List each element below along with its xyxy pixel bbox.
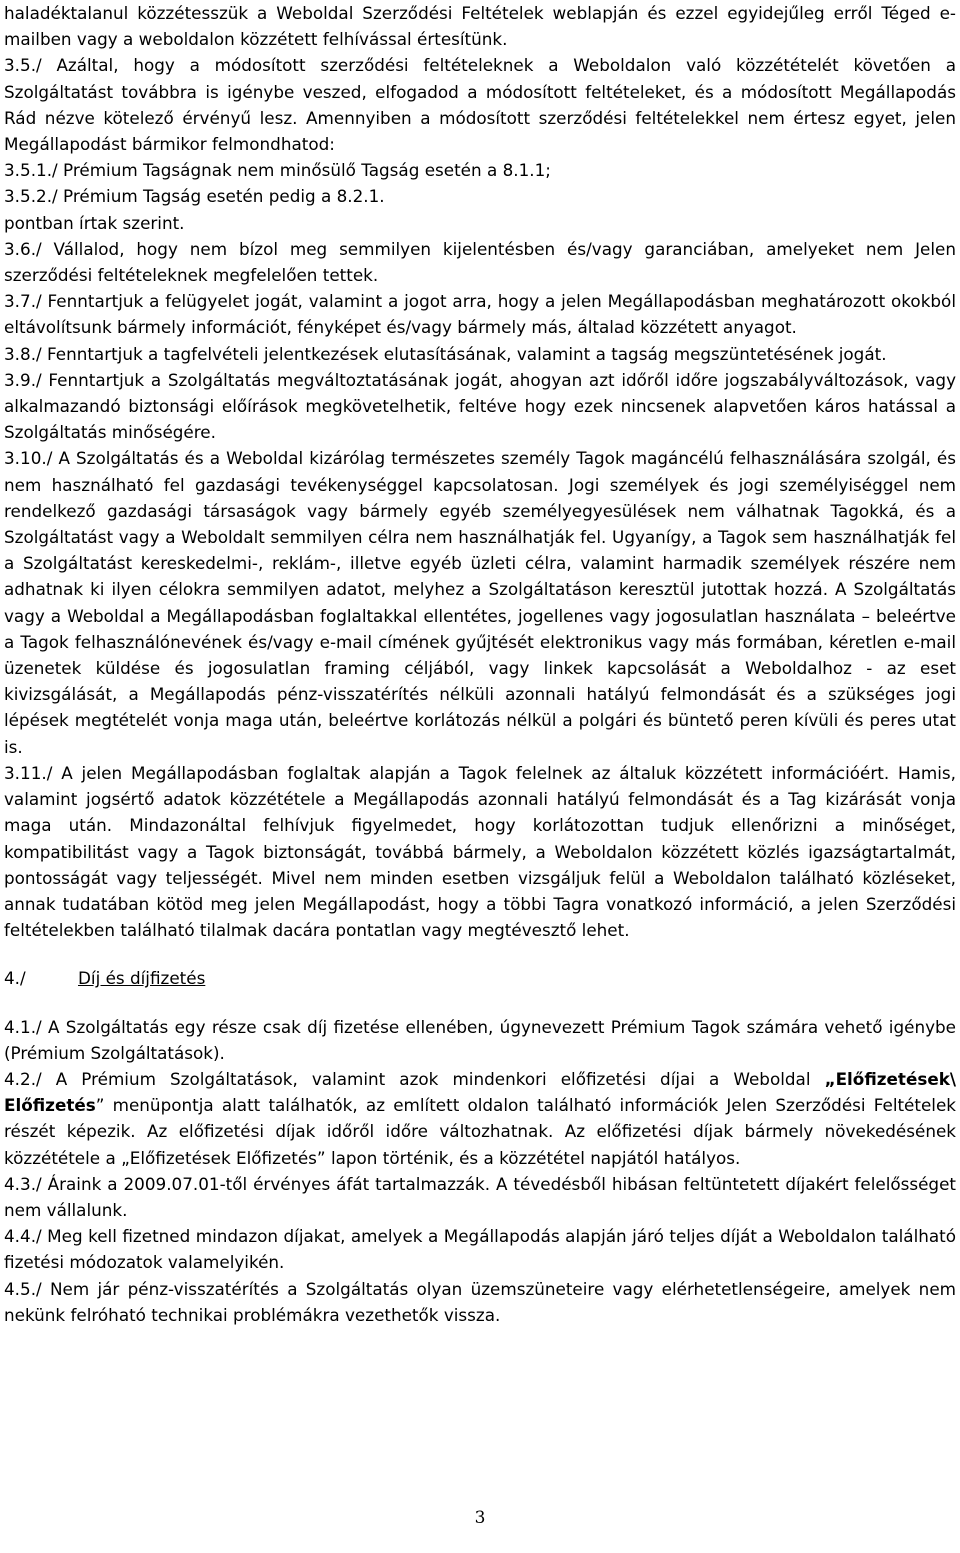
paragraph-3-4-continuation: haladéktalanul közzétesszük a Weboldal Szerződési Feltételek weblapján és ezzel egyidejűleg erről Téged e-mailben vagy a weboldalon közzétett felhívással értesítünk. — [4, 3, 956, 50]
paragraph-4-1: 4.1./ A Szolgáltatás egy része csak díj fizetése ellenében, úgynevezett Prémium Tagok számára vehető igénybe (Prémium Szolgáltatások). — [4, 1016, 956, 1063]
paragraph-3-9: 3.9./ Fenntartjuk a Szolgáltatás megváltoztatásának jogát, ahogyan azt időről időre jogszabályváltozások, vagy alkalmazandó biztonsági előírások megkövetelhetik, feltéve hogy ezek nincsenek alapvetően káros hatással a Szolgáltatás minőségére. — [4, 369, 956, 443]
paragraph-3-7: 3.7./ Fenntartjuk a felügyelet jogát, valamint a jogot arra, hogy a jelen Megállapodásban meghatározott okokból eltávolítsunk bármely információt, fényképet és/vagy bármely más, általad közzétett anyagot. — [4, 291, 956, 338]
section-4-heading — [4, 965, 956, 991]
paragraph-3-10: 3.10./ A Szolgáltatás és a Weboldal kizárólag természetes személy Tagok magáncélú felhasználására szolgál, és nem használható fel gazdasági tevékenységgel kapcsolatosan. Jogi személyek és jogi személyiséggel nem rendelkező gazdasági társaságok vagy bármely egyéb személyegyesülések nem válhatnak Tagokká, és a Szolgáltatást vagy a Weboldalt semmilyen célra nem használhatják fel. Ugyanígy, a Tagok sem használhatják fel a Szolgáltatást kereskedelmi-, reklám-, illetve egyéb üzleti célra, valamint harmadik személyek részére nem adhatnak ki ilyen célokra semmilyen adatot, melyhez a Szolgáltatáson keresztül jutottak hozzá. A Szolgáltatás vagy a Weboldal a Megállapodásban foglaltakkal ellentétes, jogellenes vagy jogosulatlan használata – beleértve a Tagok felhasználónevének és/vagy e-mail címének gyűjtését elektronikus vagy más formában, kéretlen e-mail üzenetek küldése és jogosulatlan framing céljából, vagy linkek kapcsolását a Weboldalhoz - az eset kivizsgálását, a Megállapodás pénz-visszatérítés nélküli azonnali hatályú felmondását és a szükséges jogi lépések megtételét vonja maga után, beleértve korlátozás nélkül a polgári és büntető peren kívüli és peres utat is. — [4, 448, 956, 757]
paragraph-4-4: 4.4./ Meg kell fizetned mindazon díjakat, amelyek a Megállapodás alapján járó teljes díját a Weboldalon található fizetési módozatok valamelyikén. — [4, 1226, 956, 1273]
paragraph-3-6: 3.6./ Vállalod, hogy nem bízol meg semmilyen kijelentésben és/vagy garanciában, amelyeket nem Jelen szerződési feltételeknek megfelelően tettek. — [4, 238, 956, 286]
paragraph-3-8: 3.8./ Fenntartjuk a tagfelvételi jelentkezések elutasításának, valamint a tagság megszüntetésének jogát. — [4, 343, 887, 364]
section-4-number: 4./ — [4, 968, 26, 989]
paragraph-3-5-2: 3.5.2./ Prémium Tagság esetén pedig a 8.2.1. — [4, 186, 385, 207]
paragraph-4-3: 4.3./ Áraink a 2009.07.01-től érvényes áfát tartalmazzák. A tévedésből hibásan feltüntetett díjakért felelősséget nem vállalunk. — [4, 1173, 956, 1220]
paragraph-4-2 — [4, 1066, 956, 1171]
paragraph-3-11: 3.11./ A jelen Megállapodásban foglaltak alapján a Tagok felelnek az általuk közzétett információért. Hamis, valamint jogsértő adatok közzététele a Megállapodás azonnali hatályú felmondását és a Tag kizárását vonja maga után. Mindazonáltal felhívjuk figyelmedet, hogy korlátozottan tudjuk ellenőrizni a minőséget, kompatibilitást vagy a Tagok biztonságát, továbbá bármely, a Weboldalon közzétett közlés igazságtartalmát, pontosságát vagy teljességét. Mivel nem minden esetben vizsgáljuk felül a Weboldalon található közléseket, annak tudatában kötöd meg jelen Megállapodást, hogy a többi Tagra vonatkozó információ, a jelen Szerződési feltételekben található tilalmak dacára pontatlan vagy megtévesztő lehet. — [4, 762, 956, 941]
paragraph-4-2-menu-name: „Előfizetések\ Előfizetés — [4, 1068, 956, 1116]
paragraph-3-5: 3.5./ Azáltal, hogy a módosított szerződési feltételeknek a Weboldalon való közzétételét követően a Szolgáltatást továbbra is igénybe veszed, elfogadod a módosított feltételeket, és a módosított Megállapodás Rád nézve kötelező érvényű lesz. Amennyiben a módosított szerződési feltételekkel nem értesz egyet, jelen Megállapodást bármikor felmondhatod: — [4, 55, 956, 155]
section-spacer — [4, 992, 956, 1014]
paragraph-4-2-text: 4.2./ A Prémium Szolgáltatások, valamint azok mindenkori előfizetési díjai a Weboldal — [4, 1068, 825, 1089]
section-4-title: Díj és díjfizetés — [78, 968, 206, 989]
paragraph-4-2-text-rest: ” menüpontja alatt találhatók, az említett oldalon található információk Jelen Szerződési Feltételek részét képezik. Az előfizetési díjak időről időre változhatnak. Az előfizetési díjak bármely növekedésének közzététele a „Előfizetések Előfizetés” lapon történik, és a közzététel napjától hatályos. — [4, 1095, 956, 1168]
paragraph-3-5-1: 3.5.1./ Prémium Tagságnak nem minősülő Tagság esetén a 8.1.1; — [4, 160, 551, 181]
document-page — [4, 0, 956, 1328]
paragraph-4-5: 4.5./ Nem jár pénz-visszatérítés a Szolgáltatás olyan üzemszüneteire vagy elérhetetlenségeire, amelyek nem nekünk felróható technikai problémákra vezethetők vissza. — [4, 1278, 956, 1325]
section-spacer — [4, 943, 956, 965]
page-number: 3 — [474, 1508, 486, 1528]
paragraph-3-5-tail: pontban írtak szerint. — [4, 212, 185, 233]
